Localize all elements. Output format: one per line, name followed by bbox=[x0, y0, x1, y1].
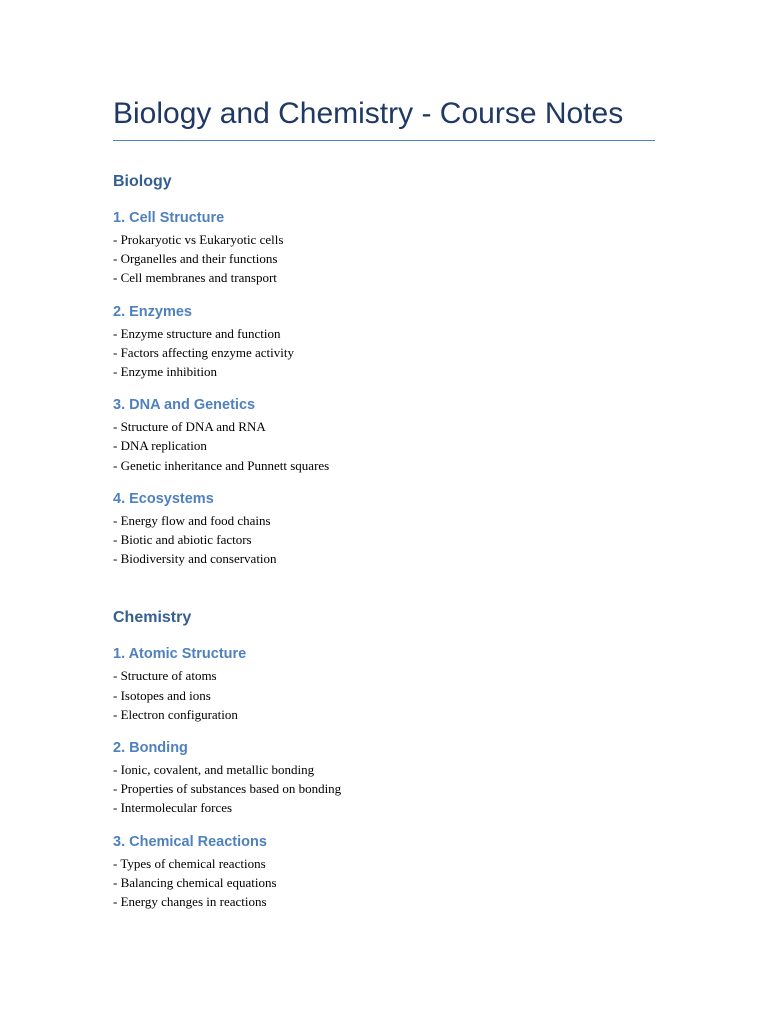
list-item: - Isotopes and ions bbox=[113, 687, 211, 703]
section-chemistry bbox=[113, 608, 655, 911]
list-item: - Ionic, covalent, and metallic bonding bbox=[113, 762, 315, 778]
list-item: - Energy flow and food chains bbox=[113, 512, 271, 528]
section-heading: Chemistry bbox=[113, 609, 192, 627]
list-item: - Cell membranes and transport bbox=[113, 270, 277, 286]
subsection-heading: 1. Cell Structure bbox=[113, 210, 225, 226]
bullet-list bbox=[113, 666, 655, 724]
subsection-enzymes bbox=[113, 303, 655, 382]
bullet-list bbox=[113, 854, 655, 912]
document-title: Biology and Chemistry - Course Notes bbox=[113, 0, 655, 141]
list-item: - Genetic inheritance and Punnett squares bbox=[113, 457, 330, 473]
subsection-heading: 3. Chemical Reactions bbox=[113, 833, 267, 850]
subsection-heading: 3. DNA and Genetics bbox=[113, 397, 256, 414]
bullet-list bbox=[113, 230, 655, 288]
list-item: - Enzyme structure and function bbox=[113, 325, 281, 341]
subsection-chemical-reactions bbox=[113, 833, 655, 912]
bullet-list bbox=[113, 324, 655, 382]
list-item: - Electron configuration bbox=[113, 706, 238, 722]
subsection-dna-genetics bbox=[113, 396, 655, 475]
list-item: - Intermolecular forces bbox=[113, 800, 233, 816]
subsection-heading: 4. Ecosystems bbox=[113, 490, 214, 507]
bullet-list bbox=[113, 511, 655, 569]
subsection-atomic-structure bbox=[113, 645, 655, 724]
list-item: - Biodiversity and conservation bbox=[113, 551, 277, 567]
list-item: - Structure of DNA and RNA bbox=[113, 419, 266, 435]
list-item: - Organelles and their functions bbox=[113, 251, 278, 267]
list-item: - Prokaryotic vs Eukaryotic cells bbox=[113, 232, 284, 247]
list-item: - DNA replication bbox=[113, 438, 207, 454]
list-item: - Types of chemical reactions bbox=[113, 855, 266, 871]
list-item: - Energy changes in reactions bbox=[113, 894, 267, 910]
list-item: - Factors affecting enzyme activity bbox=[113, 344, 294, 360]
subsection-cell-structure bbox=[113, 209, 655, 288]
bullet-list bbox=[113, 417, 655, 475]
subsection-bonding bbox=[113, 739, 655, 818]
subsection-heading: 2. Bonding bbox=[113, 740, 188, 757]
list-item: - Properties of substances based on bonding bbox=[113, 781, 342, 797]
list-item: - Biotic and abiotic factors bbox=[113, 532, 252, 548]
list-item: - Balancing chemical equations bbox=[113, 874, 277, 890]
subsection-ecosystems bbox=[113, 490, 655, 569]
subsection-heading: 2. Enzymes bbox=[113, 303, 192, 320]
bullet-list bbox=[113, 760, 655, 818]
list-item: - Structure of atoms bbox=[113, 668, 217, 684]
section-heading: Biology bbox=[113, 173, 172, 190]
subsection-heading: 1. Atomic Structure bbox=[113, 646, 247, 663]
section-biology bbox=[113, 172, 655, 568]
list-item: - Enzyme inhibition bbox=[113, 364, 217, 380]
